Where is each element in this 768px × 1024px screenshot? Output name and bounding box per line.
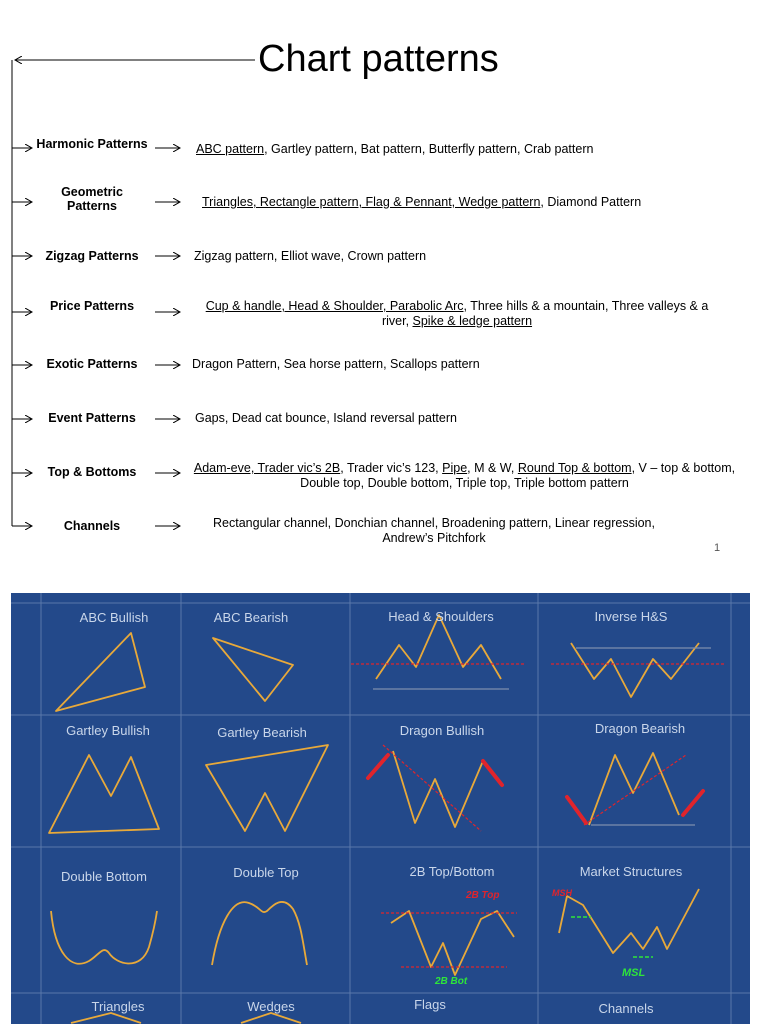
page-number: 1 <box>714 542 721 554</box>
label-abc-bearish: ABC Bearish <box>213 610 289 625</box>
item-segment: , Diamond Pattern <box>540 195 642 209</box>
label-2b-top-bottom: 2B Top/Bottom <box>409 864 495 879</box>
double-top-shape <box>212 902 307 965</box>
label-dragon-bearish: Dragon Bearish <box>594 721 686 736</box>
abc-bearish-shape <box>213 638 293 701</box>
pattern-grid-drawing <box>11 593 750 1024</box>
item-segment: ABC pattern <box>196 142 265 156</box>
items-channels <box>190 516 678 545</box>
items-zigzag <box>194 249 714 264</box>
label-gartley-bullish: Gartley Bullish <box>66 723 150 738</box>
item-segment: , M & W, <box>467 461 518 475</box>
item-segment: , Trader vic’s 123, <box>340 461 443 475</box>
category-geometric: Geometric Patterns <box>61 185 123 213</box>
red-bars <box>368 755 703 823</box>
double-bottom-shape <box>51 911 157 964</box>
item-segment: , Three hills & a mountain, Three valleys & a river, <box>381 299 709 328</box>
market-structure-shape <box>559 889 699 953</box>
item-segment: Cup & handle, Head & Shoulder, Parabolic Arc <box>205 299 464 313</box>
items-price <box>192 299 722 328</box>
2b-shape <box>391 911 514 975</box>
grid-lines <box>11 593 750 1024</box>
annotation-2b-bot: 2B Bot <box>435 976 468 987</box>
category-zigzag: Zigzag Patterns <box>45 249 139 263</box>
label-double-bottom: Double Bottom <box>61 869 147 884</box>
label-flags: Flags <box>414 997 446 1012</box>
label-abc-bullish: ABC Bullish <box>79 610 149 625</box>
label-double-top: Double Top <box>233 865 299 880</box>
label-wedges: Wedges <box>247 999 295 1014</box>
page-title: Chart patterns <box>258 38 499 80</box>
item-segment: Pipe <box>442 461 468 475</box>
pattern-lines <box>49 615 699 1023</box>
gartley-bullish-shape <box>49 755 159 833</box>
item-segment: Triangles, Rectangle pattern, Flag & Pennant, Wedge pattern <box>202 195 541 209</box>
item-segment: Round Top & bottom <box>517 461 632 475</box>
item-segment: Rectangular channel, Donchian channel, Broadening pattern, Linear regression, Andrew’s Pitchfork <box>213 516 655 545</box>
annotation-2b-top: 2B Top <box>466 890 500 901</box>
items-harmonic <box>196 142 716 157</box>
item-segment: Zigzag pattern, Elliot wave, Crown pattern <box>194 249 427 263</box>
item-segment: , Gartley pattern, Bat pattern, Butterfly pattern, Crab pattern <box>264 142 594 156</box>
abc-bullish-shape <box>56 633 145 711</box>
pattern-grid-image <box>11 593 750 1024</box>
category-harmonic: Harmonic Patterns <box>36 137 148 151</box>
category-channels: Channels <box>63 519 121 533</box>
label-market-structures: Market Structures <box>579 864 683 879</box>
inverse-hs-shape <box>571 643 699 697</box>
category-price: Price Patterns <box>49 299 135 313</box>
category-event: Event Patterns <box>48 411 136 425</box>
items-exotic <box>192 357 712 372</box>
label-head-shoulders: Head & Shoulders <box>388 609 494 624</box>
label-triangles: Triangles <box>91 999 145 1014</box>
gartley-bearish-shape <box>206 745 328 831</box>
items-geometric <box>202 195 722 210</box>
item-segment: , V – top & bottom, Double top, Double bottom, Triple top, Triple bottom pattern <box>300 461 736 490</box>
category-top-bottoms: Top & Bottoms <box>47 465 137 479</box>
items-top-bottoms <box>192 461 737 490</box>
item-segment: Gaps, Dead cat bounce, Island reversal pattern <box>195 411 457 425</box>
dragon-bearish-shape <box>589 753 679 825</box>
head-shoulders-shape <box>376 615 501 679</box>
annotation-msh: MSH <box>552 888 572 898</box>
item-segment: Spike & ledge pattern <box>412 313 533 328</box>
item-segment: Adam-eve, Trader vic’s 2B <box>193 461 341 475</box>
annotation-msl: MSL <box>622 967 646 979</box>
category-exotic: Exotic Patterns <box>46 357 138 371</box>
label-inverse-hs: Inverse H&S <box>594 609 668 624</box>
label-dragon-bullish: Dragon Bullish <box>399 723 485 738</box>
label-channels: Channels <box>598 1001 654 1016</box>
items-event <box>195 411 715 426</box>
item-segment: Dragon Pattern, Sea horse pattern, Scallops pattern <box>192 357 480 371</box>
dragon-bullish-shape <box>393 751 483 827</box>
label-gartley-bearish: Gartley Bearish <box>217 725 307 740</box>
